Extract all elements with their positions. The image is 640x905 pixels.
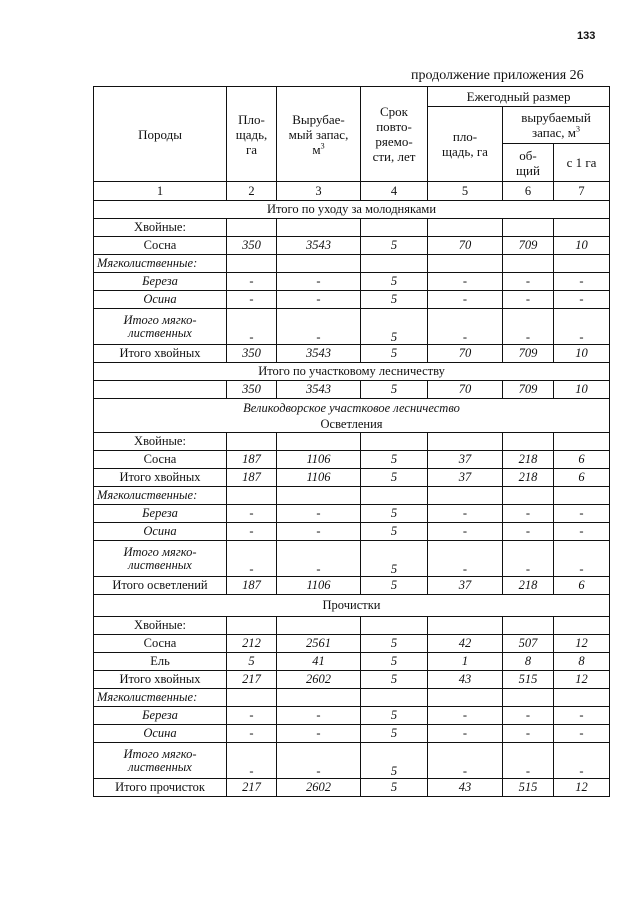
section-row (94, 363, 610, 381)
row-label: Сосна (94, 237, 227, 255)
header-annual-area: пло- щадь, га (428, 107, 503, 182)
table-row: Береза - - 5 - - - (94, 707, 610, 725)
table-row: Итого прочисток 217 2602 5 43 515 12 (94, 779, 610, 797)
header-species: Породы (94, 87, 227, 182)
column-number: 7 (554, 182, 610, 201)
section-title: Итого по уходу за молодняками (94, 201, 610, 219)
group-label: Мягколиственные: (94, 255, 227, 273)
table-row: Итого хвойных 217 2602 5 43 515 12 (94, 671, 610, 689)
table-row: Сосна 212 2561 5 42 507 12 (94, 635, 610, 653)
table-row: Осина - - 5 - - - (94, 725, 610, 743)
section-row (94, 399, 610, 433)
column-number: 3 (277, 182, 361, 201)
row-label: Сосна (94, 451, 227, 469)
table-row: 350 3543 5 70 709 10 (94, 381, 610, 399)
table-row: Итого осветлений 187 1106 5 37 218 6 (94, 577, 610, 595)
section-title: Великодворское участковое лесничество Осветления (94, 399, 610, 433)
group-label: Хвойные: (94, 433, 227, 451)
group-row (94, 255, 610, 273)
row-label: Итого прочисток (94, 779, 227, 797)
row-label: Береза (94, 273, 227, 291)
group-label: Хвойные: (94, 617, 227, 635)
table-row: Береза - - 5 - - - (94, 273, 610, 291)
row-label: Итого осветлений (94, 577, 227, 595)
column-numbers-row (94, 182, 610, 201)
table-row: Сосна 350 3543 5 70 709 10 (94, 237, 610, 255)
table-row: Итого хвойных 350 3543 5 70 709 10 (94, 345, 610, 363)
row-label (94, 381, 227, 399)
table-row: Осина - - 5 - - - (94, 291, 610, 309)
table-row: Итого мягко- лиственных - - 5 - - - (94, 541, 610, 577)
row-label: Сосна (94, 635, 227, 653)
row-label: Осина (94, 523, 227, 541)
section-title: Итого по участковому лесничеству (94, 363, 610, 381)
row-label: Береза (94, 707, 227, 725)
row-label: Итого мягко- лиственных (94, 309, 227, 345)
row-label: Итого хвойных (94, 345, 227, 363)
group-row (94, 689, 610, 707)
header-cutting-stock: Вырубае- мый запас, $м^3$ (277, 87, 361, 182)
table-row: Береза - - 5 - - - (94, 505, 610, 523)
header-annual-size: Ежегодный размер (428, 87, 610, 107)
group-row (94, 433, 610, 451)
row-label: Итого хвойных (94, 469, 227, 487)
table-row: Итого мягко- лиственных - - 5 - - - (94, 309, 610, 345)
header-total: об- щий (503, 144, 554, 182)
row-label: Осина (94, 725, 227, 743)
column-number: 1 (94, 182, 227, 201)
page-number: 133 (577, 30, 596, 42)
column-number: 4 (361, 182, 428, 201)
group-label: Мягколиственные: (94, 487, 227, 505)
header-repeat-period: Срок повто- ряемо- сти, лет (361, 87, 428, 182)
column-number: 6 (503, 182, 554, 201)
row-label: Итого хвойных (94, 671, 227, 689)
column-number: 2 (227, 182, 277, 201)
table-row: Итого мягко- лиственных - - 5 - - - (94, 743, 610, 779)
table-row: Осина - - 5 - - - (94, 523, 610, 541)
group-label: Хвойные: (94, 219, 227, 237)
section-row (94, 595, 610, 617)
row-label: Осина (94, 291, 227, 309)
section-title: Прочистки (94, 595, 610, 617)
column-number: 5 (428, 182, 503, 201)
table-row: Итого хвойных 187 1106 5 37 218 6 (94, 469, 610, 487)
continuation-label: продолжение приложения 26 (411, 68, 584, 83)
group-row (94, 617, 610, 635)
header-annual-stock: вырубаемый запас, $м^3$ (503, 107, 610, 144)
group-row (94, 487, 610, 505)
group-row (94, 219, 610, 237)
table-body (94, 201, 610, 797)
row-label: Береза (94, 505, 227, 523)
header-area: Пло- щадь, га (227, 87, 277, 182)
header-per-ha: с 1 га (554, 144, 610, 182)
row-label: Ель (94, 653, 227, 671)
table-header (94, 87, 610, 201)
section-row (94, 201, 610, 219)
table-row: Сосна 187 1106 5 37 218 6 (94, 451, 610, 469)
group-label: Мягколиственные: (94, 689, 227, 707)
logging-table (93, 86, 610, 797)
row-label: Итого мягко- лиственных (94, 743, 227, 779)
row-label: Итого мягко- лиственных (94, 541, 227, 577)
table-row: Ель 5 41 5 1 8 8 (94, 653, 610, 671)
